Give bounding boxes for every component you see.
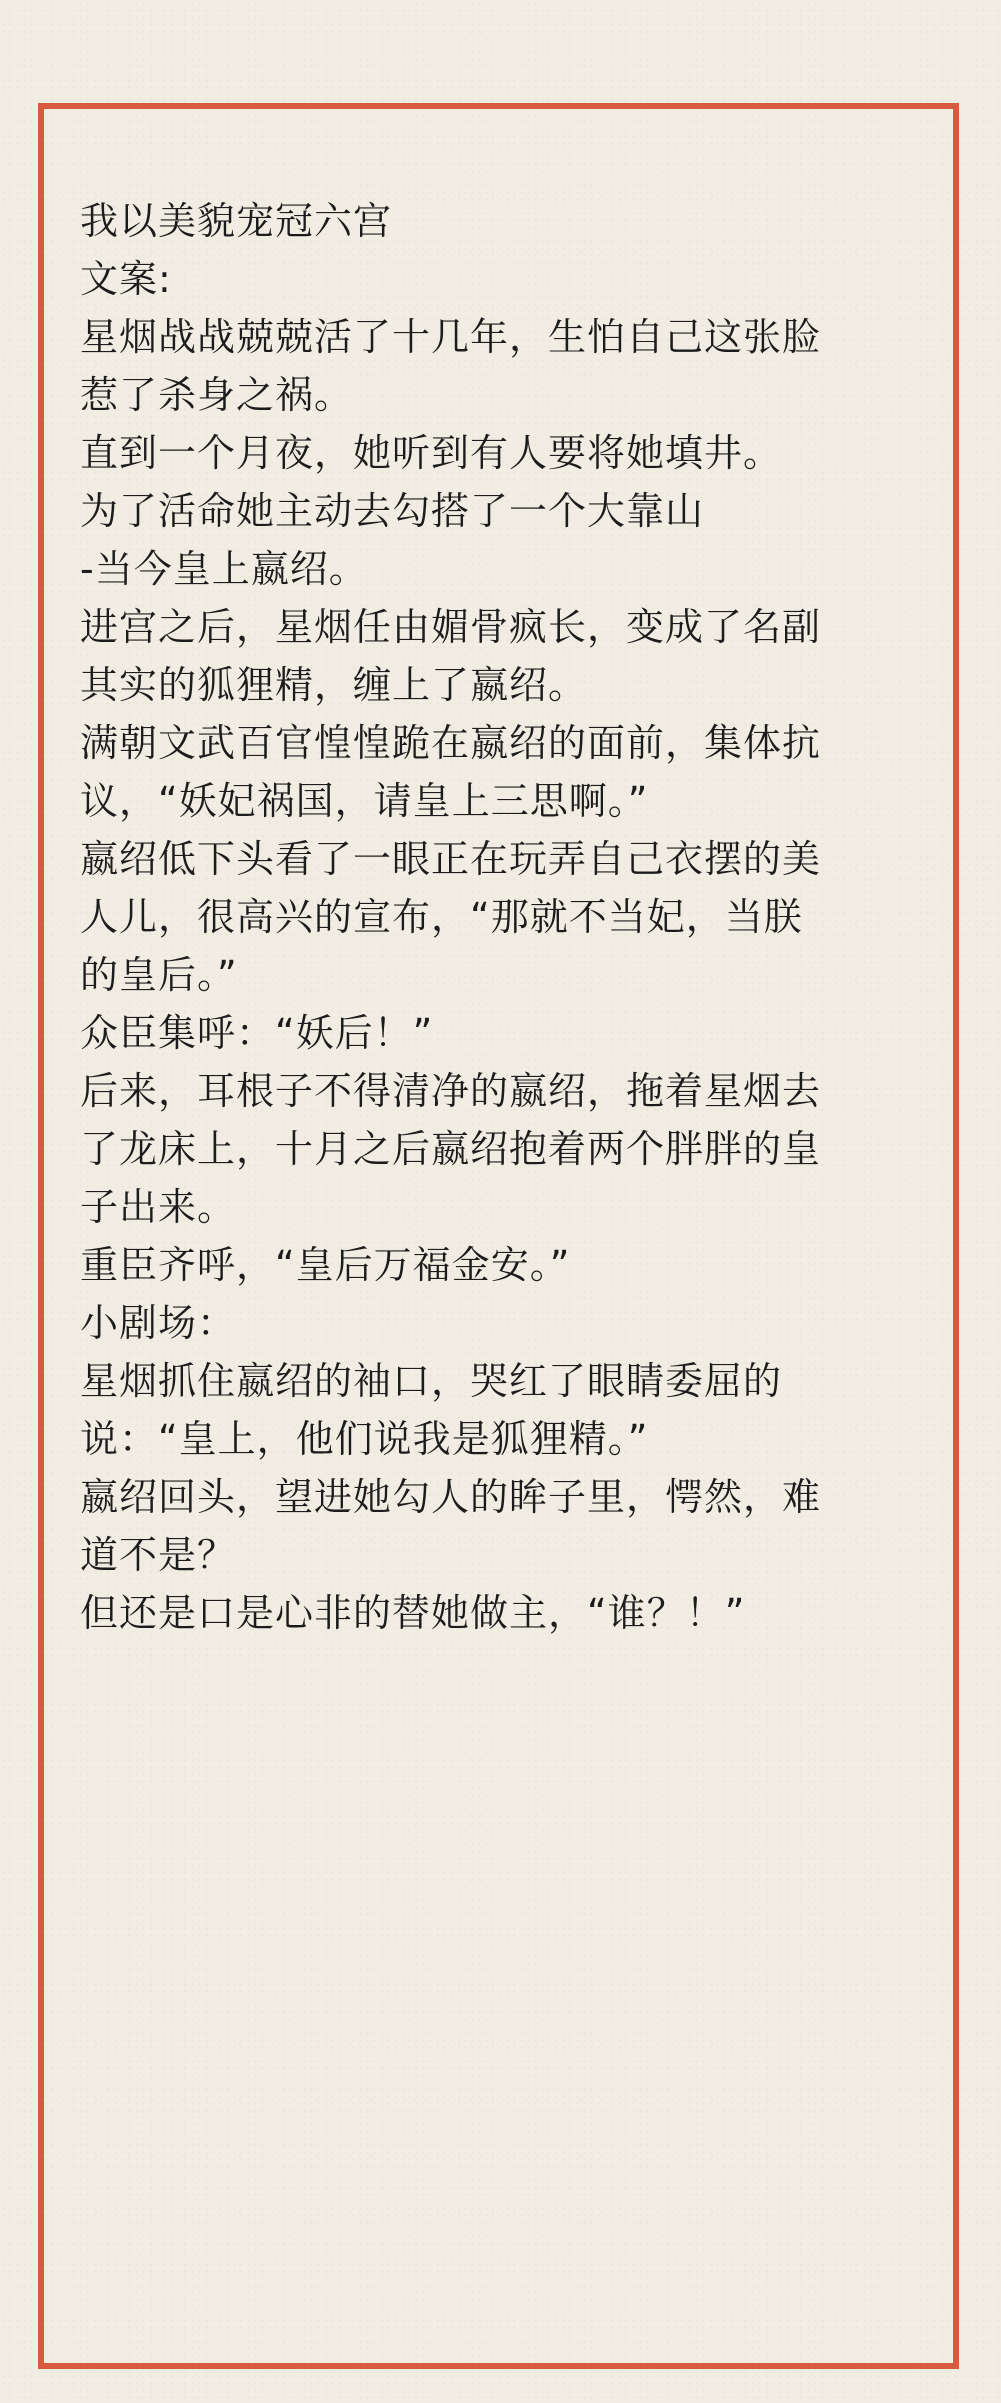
text-line: 但还是口是心非的替她做主，“谁？！” <box>80 1591 746 1635</box>
text-line: 嬴绍低下头看了一眼正在玩弄自己衣摆的美 <box>80 837 822 881</box>
text-line: -当今皇上嬴绍。 <box>80 547 368 591</box>
text-line: 满朝文武百官惶惶跪在嬴绍的面前，集体抗 <box>80 721 822 765</box>
text-line: 子出来。 <box>80 1185 237 1229</box>
text-line: 小剧场： <box>80 1301 237 1345</box>
document-title: 我以美貌宠冠六宫 <box>80 199 393 243</box>
text-line: 人儿，很高兴的宣布，“那就不当妃，当朕 <box>80 895 803 939</box>
text-line: 文案: <box>80 257 172 301</box>
text-line: 说：“皇上，他们说我是狐狸精。” <box>80 1417 649 1461</box>
text-line: 星烟抓住嬴绍的袖口，哭红了眼睛委屈的 <box>80 1359 783 1403</box>
text-line: 嬴绍回头，望进她勾人的眸子里，愕然，难 <box>80 1475 822 1519</box>
text-line: 了龙床上，十月之后嬴绍抱着两个胖胖的皇 <box>80 1127 822 1171</box>
text-line: 其实的狐狸精，缠上了嬴绍。 <box>80 663 588 707</box>
text-line: 道不是？ <box>80 1533 237 1577</box>
text-line: 星烟战战兢兢活了十几年，生怕自己这张脸 <box>80 315 822 359</box>
text-line: 惹了杀身之祸。 <box>80 373 354 417</box>
text-line: 进宫之后，星烟任由媚骨疯长，变成了名副 <box>80 605 822 649</box>
text-line: 重臣齐呼，“皇后万福金安。” <box>80 1243 571 1287</box>
text-line: 议，“妖妃祸国，请皇上三思啊。” <box>80 779 649 823</box>
document-body <box>80 192 940 1642</box>
text-line: 直到一个月夜，她听到有人要将她填井。 <box>80 431 783 475</box>
text-line: 众臣集呼：“妖后！” <box>80 1011 434 1055</box>
text-line: 的皇后。” <box>80 953 238 997</box>
text-line: 为了活命她主动去勾搭了一个大靠山 <box>80 489 705 533</box>
text-line: 后来，耳根子不得清净的嬴绍，拖着星烟去 <box>80 1069 822 1113</box>
